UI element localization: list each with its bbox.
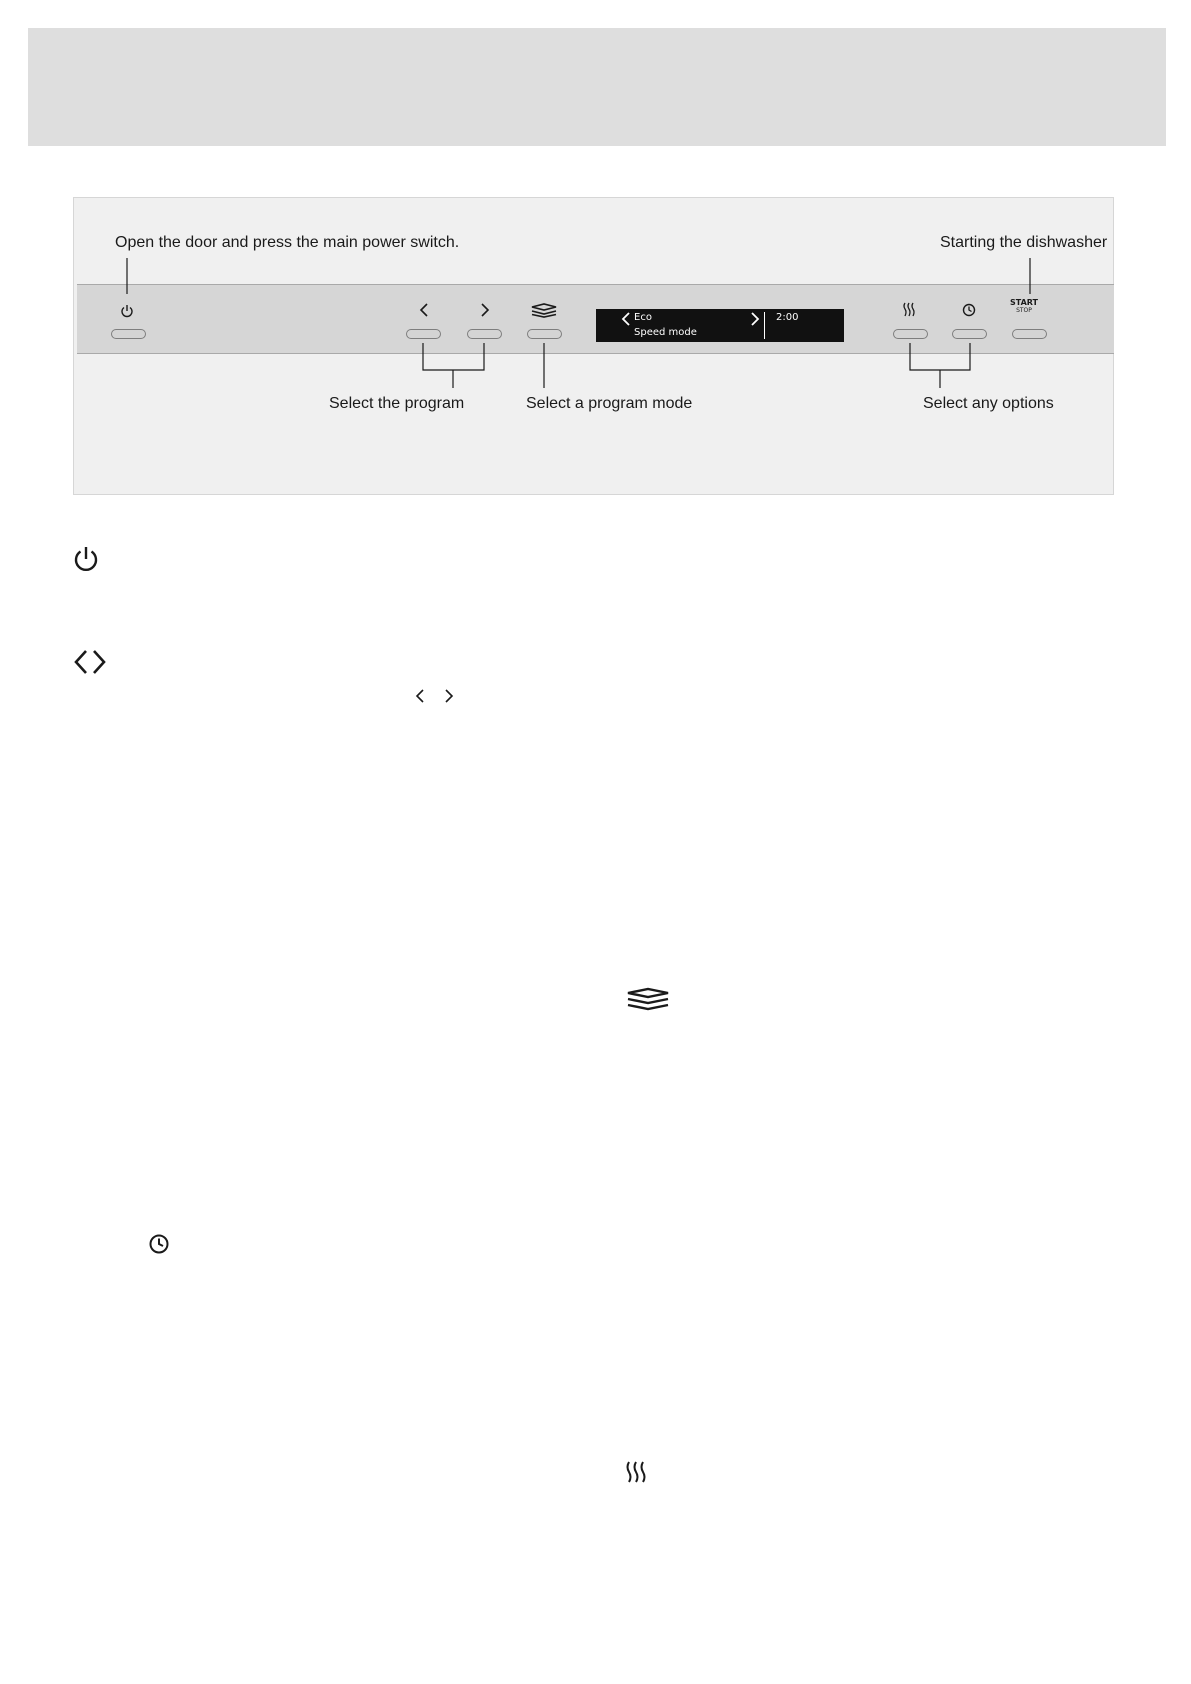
start-stop-label [1006,299,1042,315]
display-separator [764,312,765,339]
chevron-left-icon [414,688,426,704]
stop-text: STOP [1016,307,1032,314]
chevron-right-icon [479,302,491,318]
delay-start-button[interactable] [952,329,987,339]
start-text: START [1009,298,1039,307]
annotation-power: Open the door and press the main power switch. [115,234,460,251]
program-mode-button[interactable] [527,329,562,339]
chevron-left-icon [418,302,430,318]
chevrons-left-right-icon [72,648,108,676]
layers-icon [530,303,558,318]
program-display [596,309,844,342]
layers-icon [625,987,671,1011]
chevron-right-icon [443,688,455,704]
power-button[interactable] [111,329,146,339]
display-mode: Speed mode [634,327,697,338]
clock-icon [148,1233,170,1255]
clock-icon [962,303,976,317]
power-icon [72,545,100,573]
program-right-button[interactable] [467,329,502,339]
start-stop-button[interactable] [1012,329,1047,339]
program-left-button[interactable] [406,329,441,339]
bracket-program [423,343,484,370]
annotation-options: Select any options [923,395,1054,412]
display-chevron-right-icon [750,312,760,326]
steam-icon [902,302,916,317]
steam-icon [625,1460,647,1484]
display-time: 2:00 [776,312,799,323]
bracket-options [910,343,970,370]
drying-option-button[interactable] [893,329,928,339]
annotation-mode: Select a program mode [526,395,693,412]
display-program: Eco [634,312,652,323]
annotation-start: Starting the dishwasher [940,234,1108,251]
display-chevron-left-icon [621,312,631,326]
power-icon [120,304,134,318]
annotation-program: Select the program [329,395,465,412]
